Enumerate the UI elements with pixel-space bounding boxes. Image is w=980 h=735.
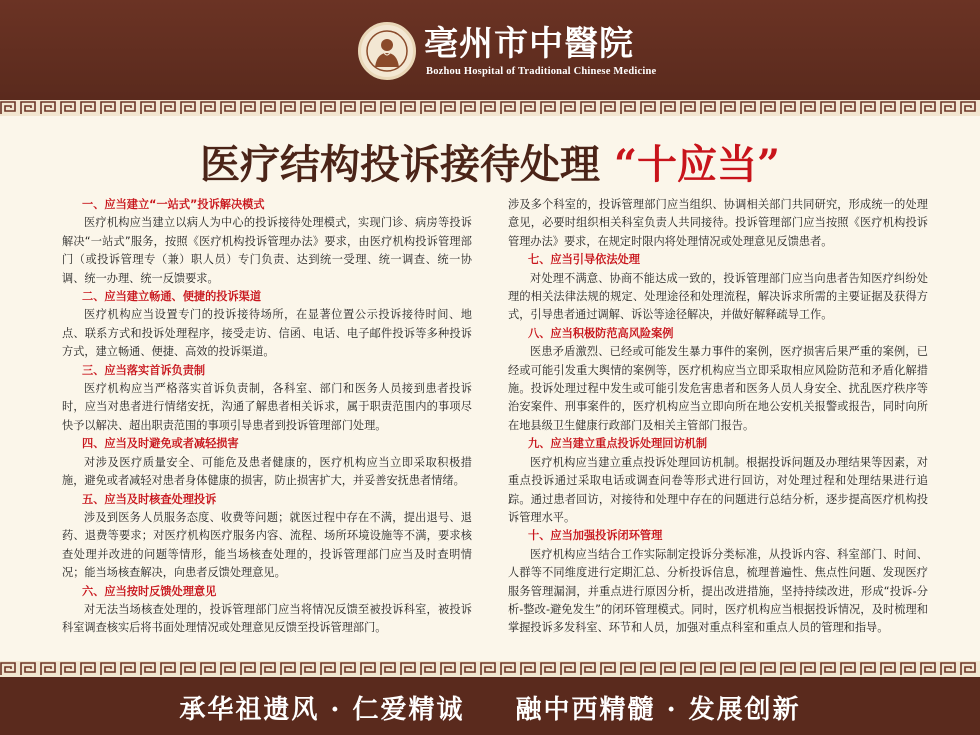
title-highlight: “十应当” (613, 141, 780, 188)
content-panel (0, 116, 980, 661)
section-paragraph: 医疗机构应当建立以病人为中心的投诉接待处理模式，实现门诊、病房等投诉解决“一站式”服务，按照《医疗机构投诉管理办法》要求，由医疗机构投诉管理部门（或投诉管理专（兼）职人员）专门负责、达到统一受理、统一调查、统一协调、统一办理、统一反馈要求。 (62, 216, 472, 285)
left-column (62, 196, 472, 638)
section-paragraph: 对涉及医疗质量安全、可能危及患者健康的，医疗机构应当立即采取积极措施，避免或者减轻对患者身体健康的损害，防止损害扩大，并妥善安抚患者情绪。 (62, 455, 472, 488)
title-main: 医疗结构投诉接待处理 (200, 141, 601, 188)
footer-slogan (0, 689, 980, 726)
section-paragraph: 医疗机构应当结合工作实际制定投诉分类标准，从投诉内容、科室部门、时间、人群等不同维度进行定期汇总、分析投诉信息，梳理普遍性、焦点性问题、发现医疗服务管理漏洞，并重点进行原因分析，提出改进措施，坚持持续改进，形成“投诉-分析-整改-避免发生”的闭环管理模式。同时，医疗机构应当根据投诉情况，及时梳理和掌握投诉多发科室、环节和人员，加强对重点科室和重点人员的管理和指导。 (508, 547, 928, 635)
section-paragraph: 医疗机构应当建立重点投诉处理回访机制。根据投诉问题及办理结果等因素，对重点投诉通过采取电话或调查问卷等形式进行回访，对处理过程和处理结果进行追踪。通过患者回访，对接待和处理中存在的问题进行总结分析，逐步提高医疗机构投诉管理水平。 (508, 455, 928, 524)
section-title: 十、应当加强投诉闭环管理 (528, 529, 663, 543)
hospital-name-cn: 亳州市中醫院 (424, 24, 634, 64)
section-paragraph: 医疗机构应当严格落实首诉负责制，各科室、部门和医务人员接到患者投诉时，应当对患者进行情绪安抚，沟通了解患者相关诉求，属于职责范围内的事项尽快予以解决、超出职责范围的事项引导患者到投诉管理部门处理。 (62, 382, 472, 432)
right-column (508, 196, 928, 638)
hospital-name-en: Bozhou Hospital of Traditional Chinese Medicine (426, 66, 657, 77)
hospital-emblem-icon (358, 22, 416, 80)
slogan-left: 承华祖遗风 · 仁爱精诚 (179, 695, 465, 725)
footer-banner (0, 677, 980, 735)
section-paragraph: 医患矛盾激烈、已经或可能发生暴力事件的案例，医疗损害后果严重的案例，已经或可能引发重大舆情的案例等，医疗机构应当立即采取相应风险防范和矛盾化解措施。投诉处理过程中发生或可能引发危害患者和医务人员人身安全、扰乱医疗秩序等治安案件、刑事案件的，医疗机构应当立即向所在地公安机关报警或报告，同时向所在地县级卫生健康行政部门及相关主管部门报告。 (508, 345, 928, 432)
section-title: 一、应当建立“一站式”投诉解决模式 (82, 198, 265, 211)
section-title: 二、应当建立畅通、便捷的投诉渠道 (82, 290, 262, 304)
hospital-logo (358, 22, 657, 88)
section-title: 八、应当积极防范高风险案例 (528, 326, 674, 340)
section-title: 七、应当引导依法处理 (528, 253, 640, 267)
fret-border-top (0, 100, 980, 116)
section-paragraph: 涉及多个科室的，投诉管理部门应当组织、协调相关部门共同研究，形成统一的处理意见，必要时组织相关科室负责人共同接待。投诉管理部门应当按照《医疗机构投诉管理办法》要求，在规定时限内将处理情况或处理意见反馈患者。 (508, 198, 928, 248)
section-paragraph: 对无法当场核查处理的，投诉管理部门应当将情况反馈至被投诉科室，被投诉科室调查核实后将书面处理情况或处理意见反馈至投诉管理部门。 (62, 602, 472, 635)
section-paragraph: 涉及到医务人员服务态度、收费等问题；就医过程中存在不满，提出退号、退药、退费等要求；对医疗机构医疗服务内容、流程、场所环境设施等不满，要求核查处理并改进的问题等情形，能当场核查处理的，投诉管理部门应当及时查明情况；能当场核查解决，向患者反馈处理意见。 (62, 510, 472, 580)
fret-border-bottom (0, 661, 980, 677)
section-paragraph: 对处理不满意、协商不能达成一致的，投诉管理部门应当向患者告知医疗纠纷处理的相关法律法规的规定、处理途径和处理流程，解决诉求所需的主要证据及获得方式，引导患者通过调解、诉讼等途径解决，并做好解释疏导工作。 (508, 271, 928, 322)
section-title: 九、应当建立重点投诉处理回访机制 (528, 437, 708, 451)
section-title: 四、应当及时避免或者减轻损害 (82, 437, 239, 451)
section-title: 三、应当落实首诉负责制 (82, 363, 206, 377)
section-title: 五、应当及时核查处理投诉 (82, 492, 217, 506)
header-banner (0, 0, 980, 100)
slogan-right: 融中西精髓 · 发展创新 (515, 695, 801, 725)
section-title: 六、应当按时反馈处理意见 (82, 584, 217, 598)
page-title (0, 140, 980, 190)
section-paragraph: 医疗机构应当设置专门的投诉接待场所，在显著位置公示投诉接待时间、地点、联系方式和投诉处理程序，接受走访、信函、电话、电子邮件投诉等多种投诉方式，建立畅通、便捷、高效的投诉渠道。 (62, 308, 472, 359)
